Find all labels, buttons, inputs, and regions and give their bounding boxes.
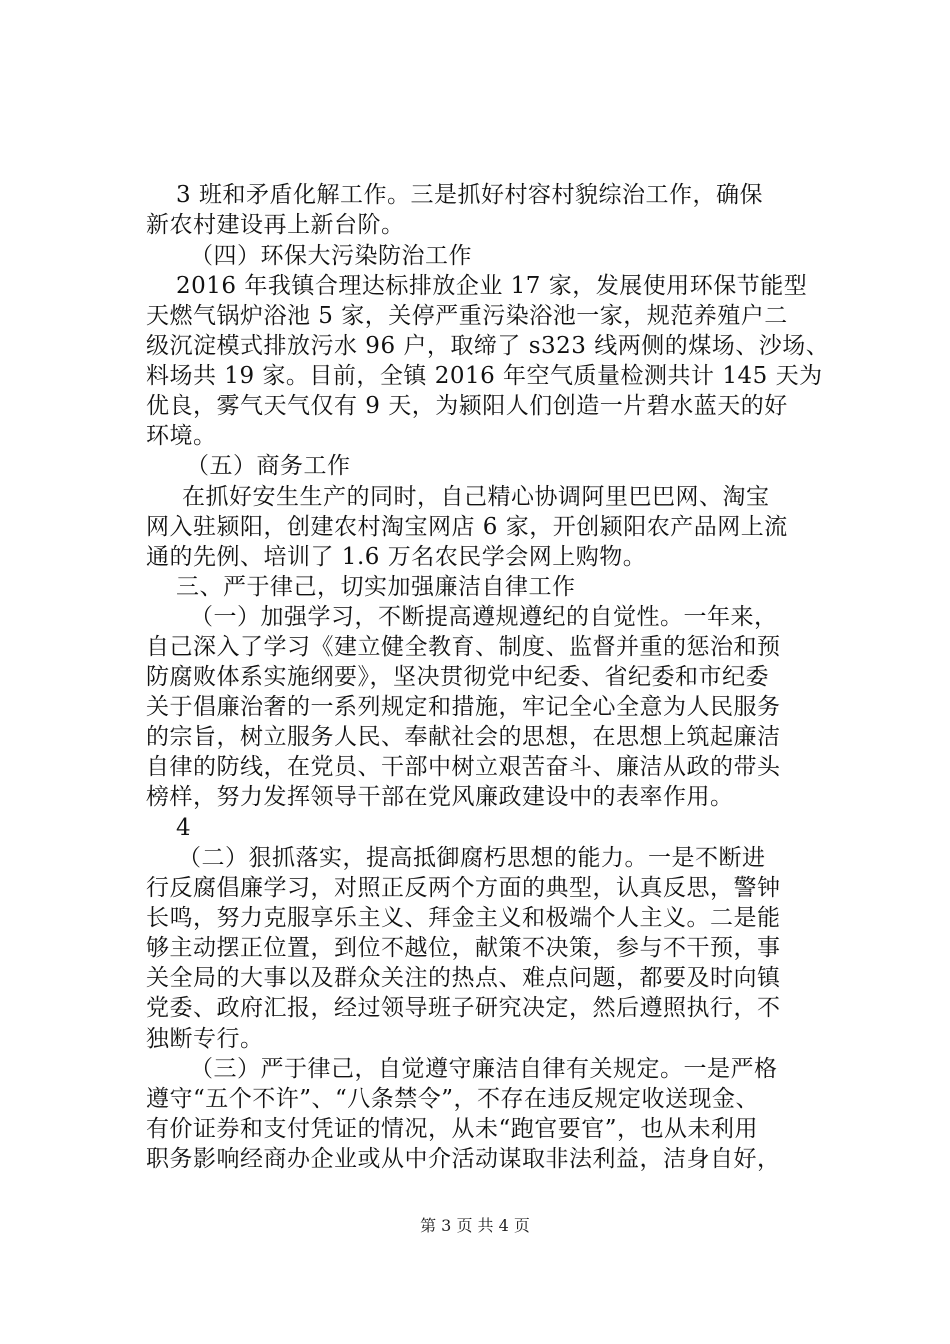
paragraph-line: 在抓好安生生产的同时，自己精心协调阿里巴巴网、淘宝 bbox=[182, 484, 770, 510]
paragraph-line: 料场共 19 家。目前，全镇 2016 年空气质量检测共计 145 天为 bbox=[146, 363, 823, 389]
paragraph-line: 级沉淀模式排放污水 96 户，取缔了 s323 线两侧的煤场、沙场、 bbox=[146, 333, 830, 359]
paragraph-line: 自律的防线，在党员、干部中树立艰苦奋斗、廉洁从政的带头 bbox=[146, 754, 781, 780]
paragraph-line: 三、严于律己，切实加强廉洁自律工作 bbox=[176, 574, 576, 600]
paragraph-line: 通的先例、培训了 1.6 万名农民学会网上购物。 bbox=[146, 544, 647, 570]
paragraph-line: 遵守“五个不许”、“八条禁令”，不存在违反规定收送现金、 bbox=[146, 1086, 760, 1112]
paragraph-line: 长鸣，努力克服享乐主义、拜金主义和极端个人主义。二是能 bbox=[146, 905, 781, 931]
paragraph-line: 关于倡廉治奢的一系列规定和措施，牢记全心全意为人民服务 bbox=[146, 694, 781, 720]
paragraph-line: 3 班和矛盾化解工作。三是抓好村容村貌综治工作，确保 bbox=[176, 182, 763, 208]
paragraph-line: 天燃气锅炉浴池 5 家，关停严重污染浴池一家，规范养殖户二 bbox=[146, 303, 788, 329]
paragraph-line: （四）环保大污染防治工作 bbox=[190, 243, 472, 269]
paragraph-line: 环境。 bbox=[146, 423, 217, 449]
paragraph-line: 4 bbox=[176, 815, 192, 841]
paragraph-line: 2016 年我镇合理达标排放企业 17 家，发展使用环保节能型 bbox=[176, 273, 808, 299]
paragraph-line: 网入驻颍阳，创建农村淘宝网店 6 家，开创颍阳农产品网上流 bbox=[146, 514, 788, 540]
paragraph-line: 防腐败体系实施纲要》，坚决贯彻党中纪委、省纪委和市纪委 bbox=[146, 664, 769, 690]
page-footer: 第 3 页 共 4 页 bbox=[420, 1216, 530, 1235]
paragraph-line: 优良，雾气天气仅有 9 天，为颍阳人们创造一片碧水蓝天的好 bbox=[146, 393, 788, 419]
paragraph-line: 党委、政府汇报，经过领导班子研究决定，然后遵照执行，不 bbox=[146, 995, 781, 1021]
paragraph-line: （三）严于律己，自觉遵守廉洁自律有关规定。一是严格 bbox=[190, 1056, 778, 1082]
paragraph-line: 行反腐倡廉学习，对照正反两个方面的典型，认真反思，警钟 bbox=[146, 875, 781, 901]
paragraph-line: 新农村建设再上新台阶。 bbox=[146, 212, 405, 238]
paragraph-line: （五）商务工作 bbox=[186, 453, 351, 479]
paragraph-line: （一）加强学习，不断提高遵规遵纪的自觉性。一年来， bbox=[190, 604, 778, 630]
paragraph-line: 有价证券和支付凭证的情况，从未“跑官要官”，也从未利用 bbox=[146, 1116, 759, 1142]
paragraph-line: 职务影响经商办企业或从中介活动谋取非法利益，洁身自好， bbox=[146, 1146, 781, 1172]
paragraph-line: 关全局的大事以及群众关注的热点、难点问题，都要及时向镇 bbox=[146, 965, 781, 991]
paragraph-line: 自己深入了学习《建立健全教育、制度、监督并重的惩治和预 bbox=[146, 634, 781, 660]
paragraph-line: （二）狠抓落实，提高抵御腐朽思想的能力。一是不断进 bbox=[178, 845, 766, 871]
paragraph-line: 榜样，努力发挥领导干部在党风廉政建设中的表率作用。 bbox=[146, 784, 734, 810]
paragraph-line: 独断专行。 bbox=[146, 1026, 264, 1052]
paragraph-line: 的宗旨，树立服务人民、奉献社会的思想，在思想上筑起廉洁 bbox=[146, 724, 781, 750]
paragraph-line: 够主动摆正位置，到位不越位，献策不决策，参与不干预，事 bbox=[146, 935, 781, 961]
